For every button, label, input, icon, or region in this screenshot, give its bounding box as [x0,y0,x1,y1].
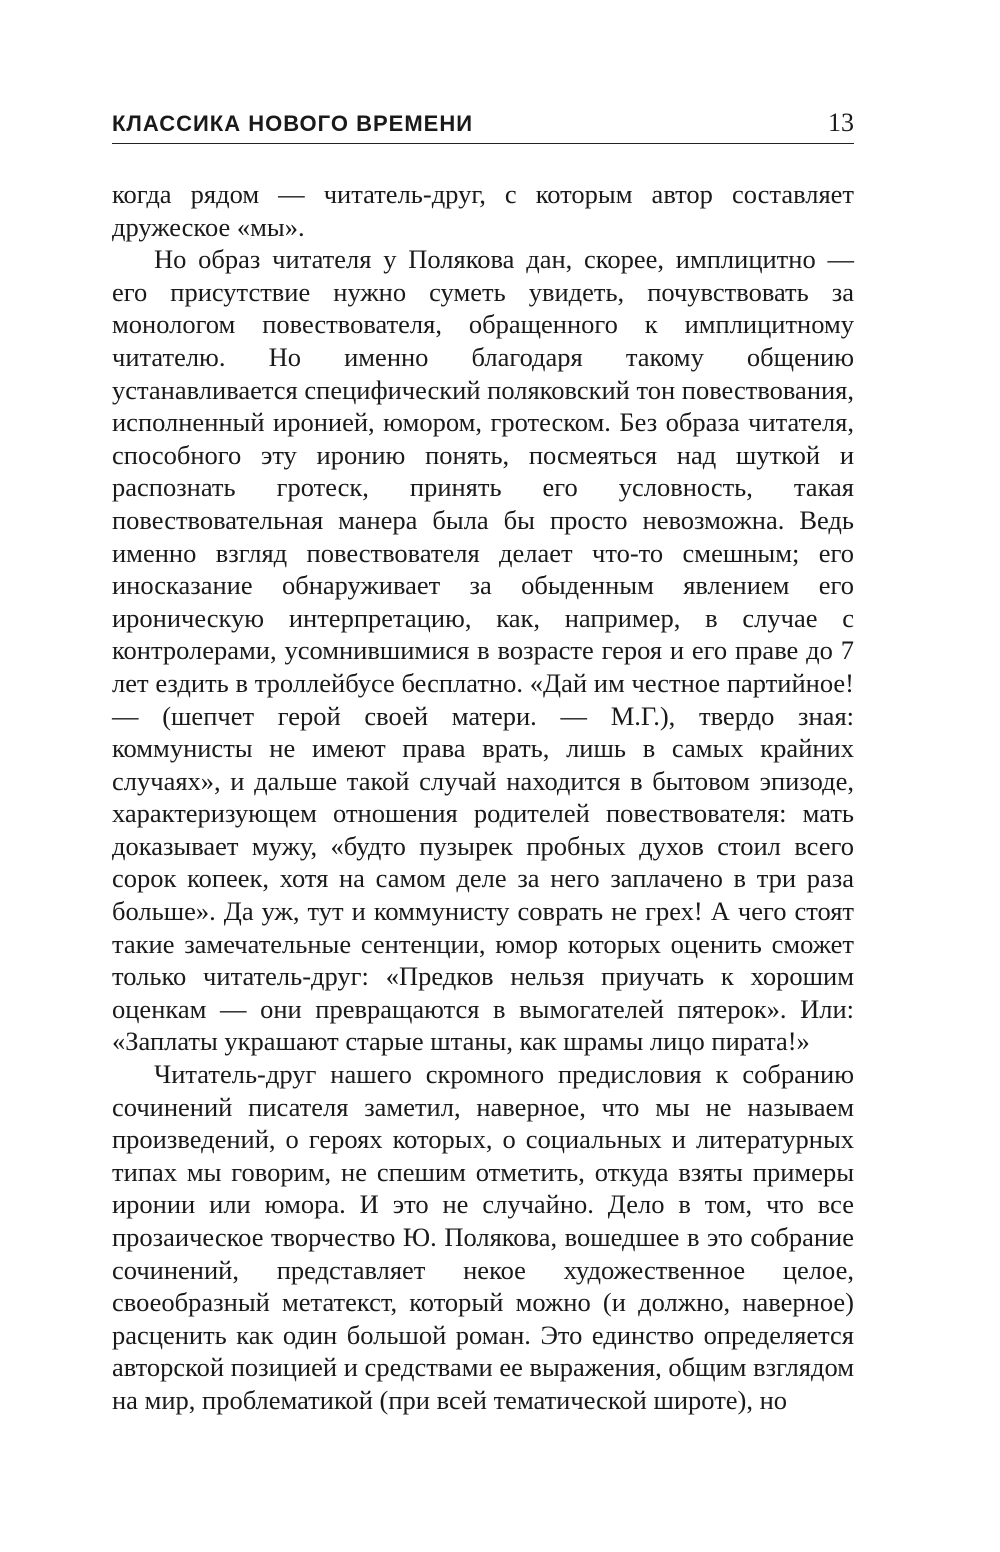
running-title: КЛАССИКА НОВОГО ВРЕМЕНИ [112,111,474,136]
book-page [112,108,854,1417]
body-text [112,178,854,1417]
page-number: 13 [828,108,854,137]
paragraph: Читатель-друг нашего скромного предисловия к собранию сочинений писателя заметил, наверное, что мы не называем произведений, о героях которых, о социальных и литературных типах мы говорим, не спешим отметить, откуда взяты примеры иронии или юмора. И это не случайно. Дело в том, что все прозаическое творчество Ю. Полякова, вошедшее в это собрание сочинений, представляет некое художественное целое, своеобразный метатекст, который можно (и должно, наверное) расценить как один большой роман. Это единство определяется авторской позицией и средствами ее выражения, общим взглядом на мир, проблематикой (при всей тематической широте), но [112,1059,854,1415]
running-header [112,108,854,144]
paragraph: Но образ читателя у Полякова дан, скорее, имплицитно — его присутствие нужно суметь увидеть, почувствовать за монологом повествователя, обращенного к имплицитному читателю. Но именно благодаря такому общению устанавливается специфический поляковский тон повествования, исполненный иронией, юмором, гротеском. Без образа читателя, способного эту иронию понять, посмеяться над шуткой и распознать гротеск, принять его условность, такая повествовательная манера была бы просто невозможна. Ведь именно взгляд повествователя делает что-то смешным; его иносказание обнаруживает за обыденным явлением его ироническую интерпретацию, как, например, в случае с контролерами, усомнившимися в возрасте героя и его праве до 7 лет ездить в троллейбусе бесплатно. «Дай им честное партийное! — (шепчет герой своей матери. — М.Г.), твердо зная: коммунисты не имеют права врать, лишь в самых крайних случаях», и дальше такой случай находится в бытовом эпизоде, характеризующем отношения родителей повествователя: мать доказывает мужу, «будто пузырек пробных духов стоил всего сорок копеек, хотя на самом деле за него заплачено в три раза больше». Да уж, тут и коммунисту соврать не грех! А чего стоят такие замечательные сентенции, юмор которых оценить сможет только читатель-друг: «Предков нельзя приучать к хорошим оценкам — они превращаются в вымогателей пятерок». Или: «Заплаты украшают старые штаны, как шрамы лицо пирата!» [112,244,854,1057]
paragraph-continuation: когда рядом — читатель-друг, с которым автор составляет дружеское «мы». [112,179,854,242]
